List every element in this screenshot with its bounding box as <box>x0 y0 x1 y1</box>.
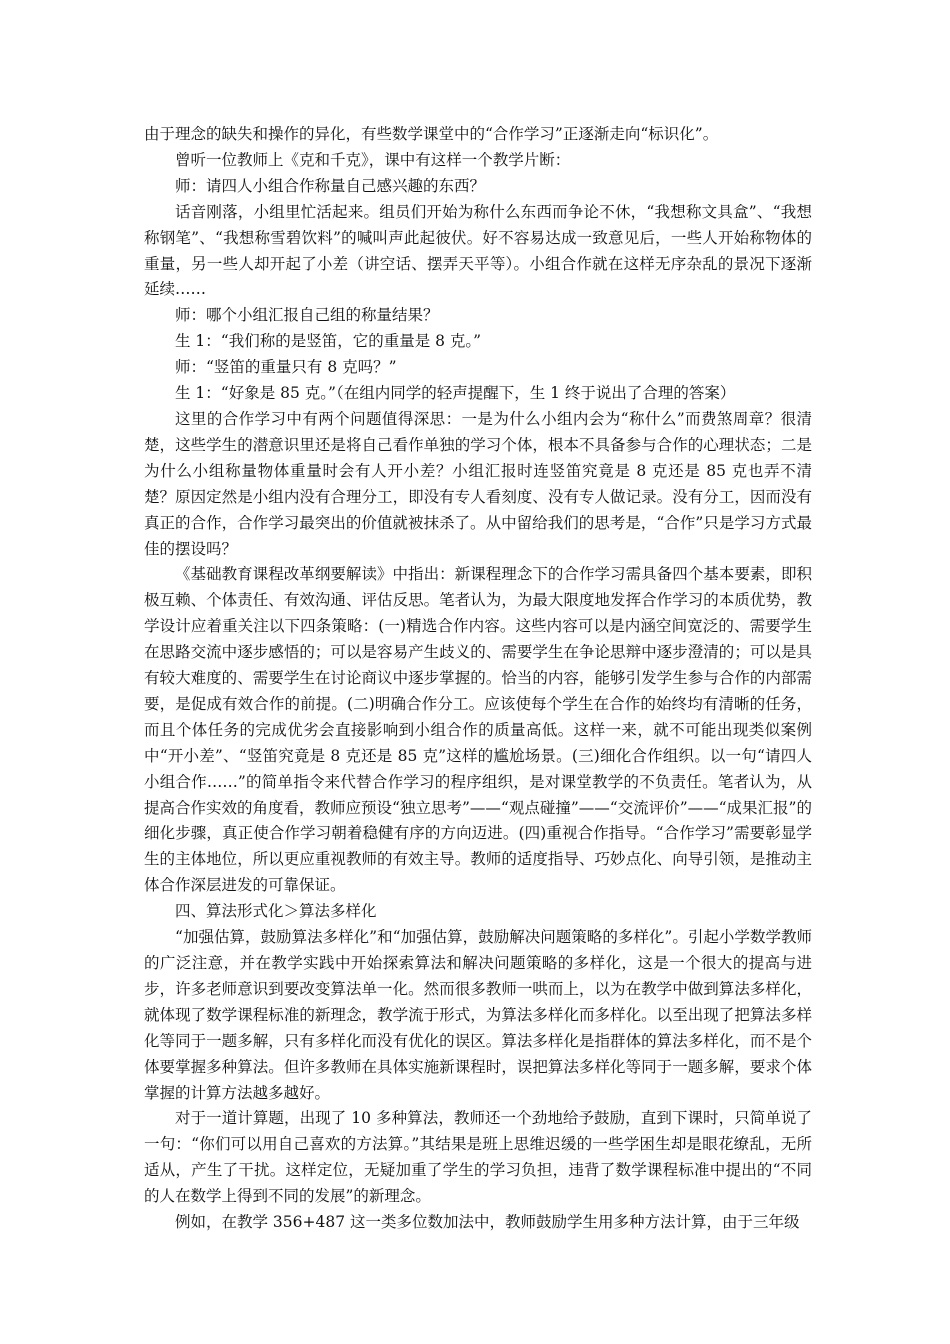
section-heading: 四、算法形式化＞算法多样化 <box>175 902 377 921</box>
paragraph: 师：“竖笛的重量只有 8 克吗？” <box>175 358 397 377</box>
paragraph: 生 1：“我们称的是竖笛，它的重量是 8 克。” <box>175 332 482 351</box>
paragraph: 生 1：“好象是 85 克。”（在组内同学的轻声提醒下，生 1 终于说出了合理的答案） <box>175 384 736 403</box>
paragraph: “加强估算，鼓励算法多样化”和“加强估算，鼓励解决问题策略的多样化”。引起小学数学教师的广泛注意，并在教学实践中开始探索算法和解决问题策略的多样化，这是一个很大的提高与进步，许多老师意识到要改变算法单一化。然而很多教师一哄而上，以为在教学中做到算法多样化，就体现了数学课程标准的新理念，教学流于形式，为算法多样化而多样化。以至出现了把算法多样化等同于一题多解，只有多样化而没有优化的误区。算法多样化是指群体的算法多样化，而不是个体要掌握多种算法。但许多教师在具体实施新课程时，误把算法多样化等同于一题多解，要求个体掌握的计算方法越多越好。 <box>144 928 812 1102</box>
paragraph: 《基础教育课程改革纲要解读》中指出：新课程理念下的合作学习需具备四个基本要素，即积极互赖、个体责任、有效沟通、评估反思。笔者认为，为最大限度地发挥合作学习的本质优势，教学设计应着重关注以下四条策略：(一)精选合作内容。这些内容可以是内涵空间宽泛的、需要学生在思路交流中逐步感悟的；可以是容易产生歧义的、需要学生在争论思辩中逐步澄清的；可以是具有较大难度的、需要学生在讨论商议中逐步掌握的。恰当的内容，能够引发学生参与合作的内部需要，是促成有效合作的前提。(二)明确合作分工。应该使每个学生在合作的始终均有清晰的任务，而且个体任务的完成优劣会直接影响到小组合作的质量高低。这样一来，就不可能出现类似案例中“开小差”、“竖笛究竟是 8 克还是 85 克”这样的尴尬场景。(三)细化合作组织。以一句“请四人小组合作……”的简单指令来代替合作学习的程序组织，是对课堂教学的不负责任。笔者认为，从提高合作实效的角度看，教师应预设“独立思考”——“观点碰撞”——“交流评价”——“成果汇报”的细化步骤，真正使合作学习朝着稳健有序的方向迈进。(四)重视合作指导。“合作学习”需要彰显学生的主体地位，所以更应重视教师的有效主导。教师的适度指导、巧妙点化、向导引领，是推动主体合作深层进发的可靠保证。 <box>144 565 812 895</box>
paragraph: 话音刚落，小组里忙活起来。组员们开始为称什么东西而争论不休，“我想称文具盒”、“我想称钢笔”、“我想称雪碧饮料”的喊叫声此起彼伏。好不容易达成一致意见后，一些人开始称物体的重量，另一些人却开起了小差（讲空话、摆弄天平等）。小组合作就在这样无序杂乱的景况下逐渐延续…… <box>144 202 812 299</box>
paragraph: 师：哪个小组汇报自己组的称量结果？ <box>175 306 439 325</box>
paragraph: 这里的合作学习中有两个问题值得深思：一是为什么小组内会为“称什么”而费煞周章？很清楚，这些学生的潜意识里还是将自己看作单独的学习个体，根本不具备参与合作的心理状态；二是为什么小组称量物体重量时会有人开小差？小组汇报时连竖笛究竟是 8 克还是 85 克也弄不清楚？原因定然是小组内没有合理分工，即没有专人看刻度、没有专人做记录。没有分工，因而没有真正的合作，合作学习最突出的价值就被抹杀了。从中留给我们的思考是，“合作”只是学习方式最佳的摆设吗？ <box>144 409 812 558</box>
document-page <box>144 122 812 1236</box>
paragraph: 由于理念的缺失和操作的异化，有些数学课堂中的“合作学习”正逐渐走向“标识化”。 <box>144 125 719 143</box>
paragraph: 例如，在教学 356+487 这一类多位数加法中，教师鼓励学生用多种方法计算，由于三年级 <box>175 1213 800 1232</box>
paragraph: 对于一道计算题，出现了 10 多种算法，教师还一个劲地给予鼓励，直到下课时，只简单说了一句：“你们可以用自己喜欢的方法算。”其结果是班上思维迟缓的一些学困生却是眼花缭乱，无所适从，产生了干扰。这样定位，无疑加重了学生的学习负担，违背了数学课程标准中提出的“不同的人在数学上得到不同的发展”的新理念。 <box>144 1109 812 1206</box>
paragraph: 曾听一位教师上《克和千克》，课中有这样一个教学片断： <box>175 150 571 169</box>
paragraph: 师：请四人小组合作称量自己感兴趣的东西？ <box>175 176 486 195</box>
